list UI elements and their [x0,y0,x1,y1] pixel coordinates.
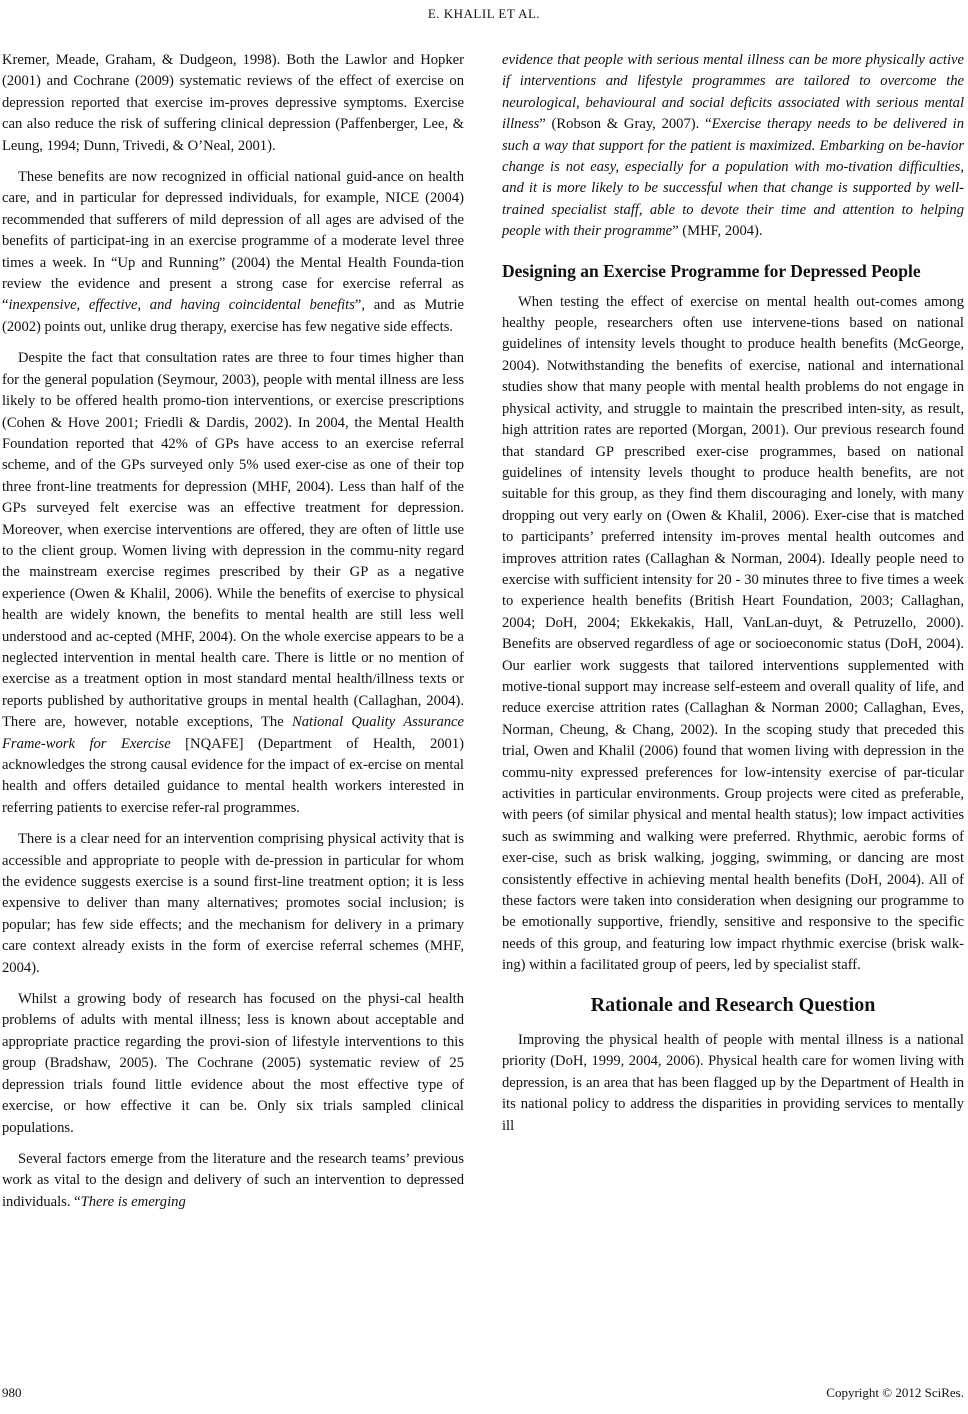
paragraph: Kremer, Meade, Graham, & Dudgeon, 1998). Both the Lawlor and Hopker (2001) and Cochrane (2009) systematic reviews of the effect of exercise on depression reported that exercise im-proves depressive symptoms. Exercise can also reduce the risk of suffering clinical depression (Paffenberger, Lee, & Leung, 1994; Dunn, Trivedi, & O’Neal, 2001). [2,52,464,154]
running-header: E. KHALIL ET AL. [427,6,541,21]
right-column [502,50,964,1147]
section-heading: Designing an Exercise Programme for Depressed People [502,260,921,281]
paragraph: These benefits are now recognized in official national guid-ance on health care, and in particular for depressed individuals, for example, NICE (2004) recommended that sufferers of mild depression of all ages are advised of the benefits of participat-ing in an exercise programme of a moderate level three times a week. In “Up and Running” (2004) the Mental Health Founda-tion review the evidence and present a strong case for exercise referral as “inexpensive, effective, and having coincidental benefits”, and as Mutrie (2002) points out, unlike drug therapy, exercise has few negative side effects. [2,169,464,335]
left-column [2,50,464,1223]
copyright-notice: Copyright © 2012 SciRes. [826,1385,964,1400]
paragraph: There is a clear need for an intervention comprising physical activity that is accessible and appropriate to people with de-pression in particular for whom the evidence suggests exercise is a sound first-line treatment option; it is less expensive to deliver than many alternatives; promotes social inclusion; is popular; has few side effects; and the mechanism for delivery in a primary care context already exists in the form of exercise referral schemes (MHF, 2004). [2,831,464,976]
page-number: 980 [2,1385,22,1400]
paragraph: Several factors emerge from the literature and the research teams’ previous work as vital to the design and delivery of such an intervention to depressed individuals. “There is emerging [2,1150,464,1210]
paragraph: evidence that people with serious mental illness can be more physically active if interventions and lifestyle programmes are tailored to overcome the neurological, behavioural and social deficits associated with serious mental illness” (Robson & Gray, 2007). “Exercise therapy needs to be delivered in such a way that support for the patient is maximized. Embarking on be-havior change is not easy, especially for a population with mo-tivation difficulties, and it is more likely to be successful when that change is supported by well-trained specialist staff, able to devote their time and attention to helping people with their programme” (MHF, 2004). [502,52,964,240]
paragraph: When testing the effect of exercise on mental health out-comes among healthy people, researchers often use intervene-tions based on national guidelines of intensity levels thought to produce health benefits (McGeorge, 2004). Notwithstanding the benefits of exercise, national and international studies show that many people with mental health problems do not engage in physical activity, and struggle to maintain the prescribed inten-sity, as result, high attrition rates are reported (Morgan, 2001). Our previous research found that standard GP prescribed exer-cise programmes, based on national guidelines of intensity levels thought to produce health benefits, are not suitable for this group, as they find them discouraging and lonely, with many dropping out very early on (Owen & Khalil, 2006). Exer-cise that is matched to participants’ preferred intensity im-proves mental health outcomes and improves attrition rates (Callaghan & Norman, 2004). Ideally people need to exercise with sufficient intensity for 20 - 30 minutes three to five times a week to experience health benefits (British Heart Foundation, 2003; Callaghan, 2004; DoH, 2004; Ekkekakis, Hall, VanLan-duyt, & Petruzello, 2000). Benefits are observed regardless of age or socioeconomic status (DoH, 2004). Our earlier work suggests that tailored interventions supplemented with motive-tional support may increase self-esteem and overall quality of life, and reduce exercise attrition rates (Callaghan & Norman 2000; Callaghan, Eves, Norman, Cheung, & Chang, 2002). In the scoping study that preceded this trial, Owen and Khalil (2006) found that women living with depression in the commu-nity expressed preferences for low-intensity exercise of par-ticular activities in particular environments. Group projects were cited as preferable, with peers (of similar physical and mental health status); low impact activities such as swimming and walking were preferred. Rhythmic, aerobic forms of exer-cise, such as brisk walking, jogging, swimming, or dancing are most consistently effective in achieving mental health benefits (DoH, 2004). All of these factors were taken into consideration when designing our programme to be emotionally supportive, friendly, sensitive and responsive to the specific needs of this group, and featuring low impact rhythmic exercise (brisk walk-ing) within a facilitated group of peers, led by specialist staff. [502,293,964,974]
paragraph: Improving the physical health of people with mental illness is a national priority (DoH, 1999, 2004, 2006). Physical health care for women living with depression, is an area that has been flagged up by the Department of Health in its national policy to address the disparities in providing services to mentally ill [502,1032,964,1134]
paragraph: Despite the fact that consultation rates are three to four times higher than for the general population (Seymour, 2003), people with mental illness are less likely to be offered health promo-tion interventions, or exercise prescriptions (Cohen & Hove 2001; Friedli & Dardis, 2002). In 2004, the Mental Health Foundation reported that 42% of GPs have access to an exercise referral scheme, and of the GPs surveyed only 5% used exer-cise as one of their top three front-line treatments for depression (MHF, 2004). Less than half of the GPs surveyed felt exercise was an effective treatment for depression. Moreover, when exercise interventions are offered, they are often of little use to the client group. Women living with depression in the commu-nity regard the mainstream exercise regimes prescribed by their GP as a negative experience (Owen & Khalil, 2006). While the benefits of exercise to physical health are widely known, the benefits to mental health are still less well understood and ac-cepted (MHF, 2004). On the whole exercise appears to be a neglected intervention in mental health care. There is little or no mention of exercise as a treatment option in most standard mental health/illness texts or reports published by authoritative groups in mental health (Callaghan, 2004). There are, however, notable exceptions, The National Quality Assurance Frame-work for Exercise [NQAFE] (Department of Health, 2001) acknowledges the strong causal evidence for the impact of ex-ercise on mental health and offers detailed guidance to mental health workers interested in referring patients to exercise refer-ral programmes. [2,350,464,816]
section-heading: Rationale and Research Question [590,993,876,1016]
paragraph: Whilst a growing body of research has focused on the physi-cal health problems of adults with mental illness; less is known about acceptable and appropriate practice regarding the provi-sion of lifestyle interventions to this group (Bradshaw, 2005). The Cochrane (2005) systematic review of 25 depression trials found little evidence about the most effective type of exercise, or how effective it can be. Only six trials sampled clinical populations. [2,991,464,1136]
